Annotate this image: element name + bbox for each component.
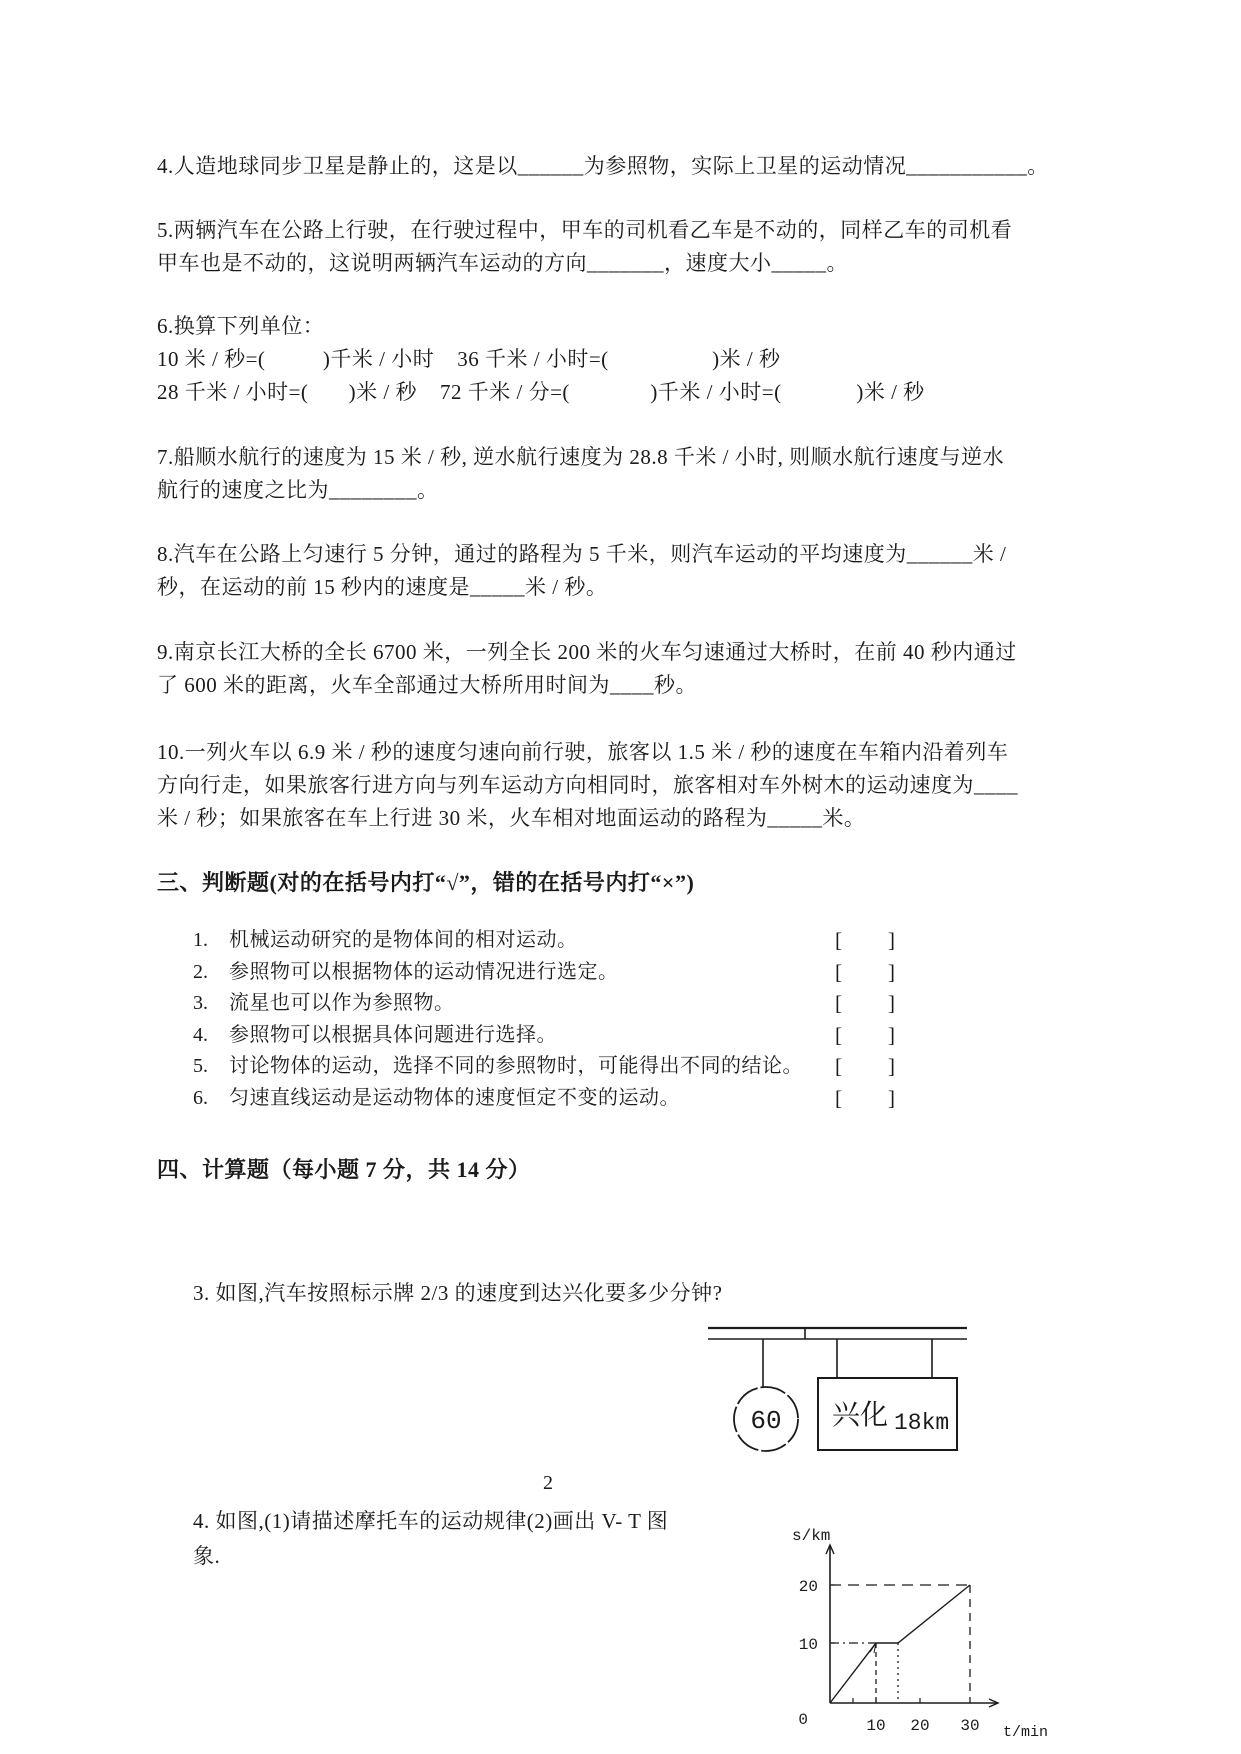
distance-time-graph-drawing xyxy=(770,1520,1060,1752)
question-line: 航行的速度之比为________。 xyxy=(157,478,439,502)
calc-section-heading: 四、计算题（每小题 7 分，共 14 分） xyxy=(157,1157,531,1182)
item-text: 讨论物体的运动，选择不同的参照物时，可能得出不同的结论。 xyxy=(229,1055,803,1078)
judgement-list xyxy=(157,925,957,1115)
x-tick-label-30: 30 xyxy=(960,1717,980,1735)
question-5 xyxy=(157,214,1122,280)
item-text: 如图,汽车按照标示牌 2/3 的速度到达兴化要多少分钟? xyxy=(215,1281,723,1305)
answer-bracket-close: ] xyxy=(888,1022,895,1047)
answer-bracket-close: ] xyxy=(888,1054,895,1079)
road-sign-figure xyxy=(700,1322,980,1462)
question-8 xyxy=(157,538,1122,604)
judgement-item xyxy=(157,1083,957,1115)
answer-bracket-close: ] xyxy=(888,928,895,952)
question-line: 6.换算下列单位： xyxy=(157,314,325,338)
question-9 xyxy=(157,636,1122,702)
curve-point-mark xyxy=(870,1643,876,1653)
item-number: 2. xyxy=(193,960,208,983)
item-number: 6. xyxy=(193,1086,208,1109)
item-text: 象. xyxy=(193,1544,221,1568)
x-tick-label-10: 10 xyxy=(866,1717,886,1735)
answer-bracket-close: ] xyxy=(888,1085,895,1110)
answer-bracket-close: ] xyxy=(888,959,895,984)
question-line: 5.两辆汽车在公路上行驶，在行驶过程中，甲车的司机看乙车是不动的，同样乙车的司机看 xyxy=(157,218,1013,242)
judgement-item xyxy=(157,925,957,957)
judgement-item xyxy=(157,1020,957,1052)
question-line: 7.船顺水航行的速度为 15 米 / 秒, 逆水航行速度为 28.8 千米 / 小时, 则顺水航行速度与逆水 xyxy=(157,445,1005,469)
answer-bracket-close: ] xyxy=(888,991,895,1016)
question-line: 方向行走，如果旅客行进方向与列车运动方向相同时，旅客相对车外树木的运动速度为____ xyxy=(157,773,1018,797)
answer-bracket-open: [ xyxy=(835,959,842,984)
x-axis-label: t/min xyxy=(1003,1724,1049,1741)
item-text: 流星也可以作为参照物。 xyxy=(229,992,455,1015)
item-number: 3. xyxy=(193,992,208,1015)
item-text: 匀速直线运动是运动物体的速度恒定不变的运动。 xyxy=(229,1086,680,1109)
item-text: 如图,(1)请描述摩托车的运动规律(2)画出 V- T 图 xyxy=(215,1509,669,1533)
origin-label: 0 xyxy=(798,1711,808,1729)
item-text: 参照物可以根据物体的运动情况进行选定。 xyxy=(229,960,619,983)
judgement-item xyxy=(157,957,957,989)
judgement-section-heading: 三、判断题(对的在括号内打“√”，错的在括号内打“×”) xyxy=(157,870,695,895)
answer-bracket-open: [ xyxy=(835,991,842,1016)
calc-question-3 xyxy=(193,1276,993,1311)
motion-curve xyxy=(830,1585,970,1703)
question-line: 28 千米 / 小时=( )米 / 秒 72 千米 / 分=( )千米 / 小时=( )米 / 秒 xyxy=(157,380,925,404)
answer-bracket-open: [ xyxy=(835,1054,842,1079)
item-text: 参照物可以根据具体问题进行选择。 xyxy=(229,1023,557,1046)
calc-question-4 xyxy=(193,1504,753,1574)
question-line: 秒，在运动的前 15 秒内的速度是_____米 / 秒。 xyxy=(157,575,608,599)
answer-bracket-open: [ xyxy=(835,1022,842,1047)
question-line: 米 / 秒；如果旅客在车上行进 30 米，火车相对地面运动的路程为_____米。 xyxy=(157,806,866,830)
question-line: 9.南京长江大桥的全长 6700 米，一列全长 200 米的火车匀速通过大桥时，在前 40 秒内通过 xyxy=(157,640,1017,664)
distance-time-graph xyxy=(770,1520,1060,1754)
y-tick-label-20: 20 xyxy=(798,1578,818,1596)
page-number: 2 xyxy=(543,1472,553,1494)
answer-bracket-open: [ xyxy=(835,928,842,952)
question-6 xyxy=(157,310,1122,409)
item-number: 4. xyxy=(193,1023,208,1046)
speed-limit-value: 60 xyxy=(750,1406,782,1436)
item-number: 3. xyxy=(193,1281,210,1305)
question-7 xyxy=(157,441,1122,507)
question-10 xyxy=(157,736,1122,835)
road-sign-drawing xyxy=(700,1322,980,1457)
destination-distance: 18km xyxy=(894,1410,950,1436)
question-line: 了 600 米的距离，火车全部通过大桥所用时间为____秒。 xyxy=(157,673,697,697)
y-axis-label: s/km xyxy=(792,1527,831,1545)
item-text: 机械运动研究的是物体间的相对运动。 xyxy=(229,929,578,951)
item-number: 4. xyxy=(193,1509,210,1533)
question-4 xyxy=(157,150,1122,183)
answer-bracket-open: [ xyxy=(835,1085,842,1110)
item-number: 5. xyxy=(193,1055,208,1078)
item-number: 1. xyxy=(193,929,208,951)
destination-name: 兴化 xyxy=(832,1400,889,1431)
question-line: 10 米 / 秒=( )千米 / 小时 36 千米 / 小时=( )米 / 秒 xyxy=(157,347,781,371)
judgement-item xyxy=(157,988,957,1020)
y-tick-label-10: 10 xyxy=(798,1636,818,1654)
question-line: 10.一列火车以 6.9 米 / 秒的速度匀速向前行驶，旅客以 1.5 米 / 秒的速度在车箱内沿着列车 xyxy=(157,740,1009,764)
judgement-item xyxy=(157,1051,957,1083)
x-tick-label-20: 20 xyxy=(910,1717,930,1735)
question-line: 甲车也是不动的，这说明两辆汽车运动的方向_______，速度大小_____。 xyxy=(157,251,848,275)
question-line: 8.汽车在公路上匀速行 5 分钟，通过的路程为 5 千米，则汽车运动的平均速度为______米 / xyxy=(157,542,1007,566)
question-line: 4.人造地球同步卫星是静止的，这是以______为参照物，实际上卫星的运动情况___________。 xyxy=(157,154,1049,178)
